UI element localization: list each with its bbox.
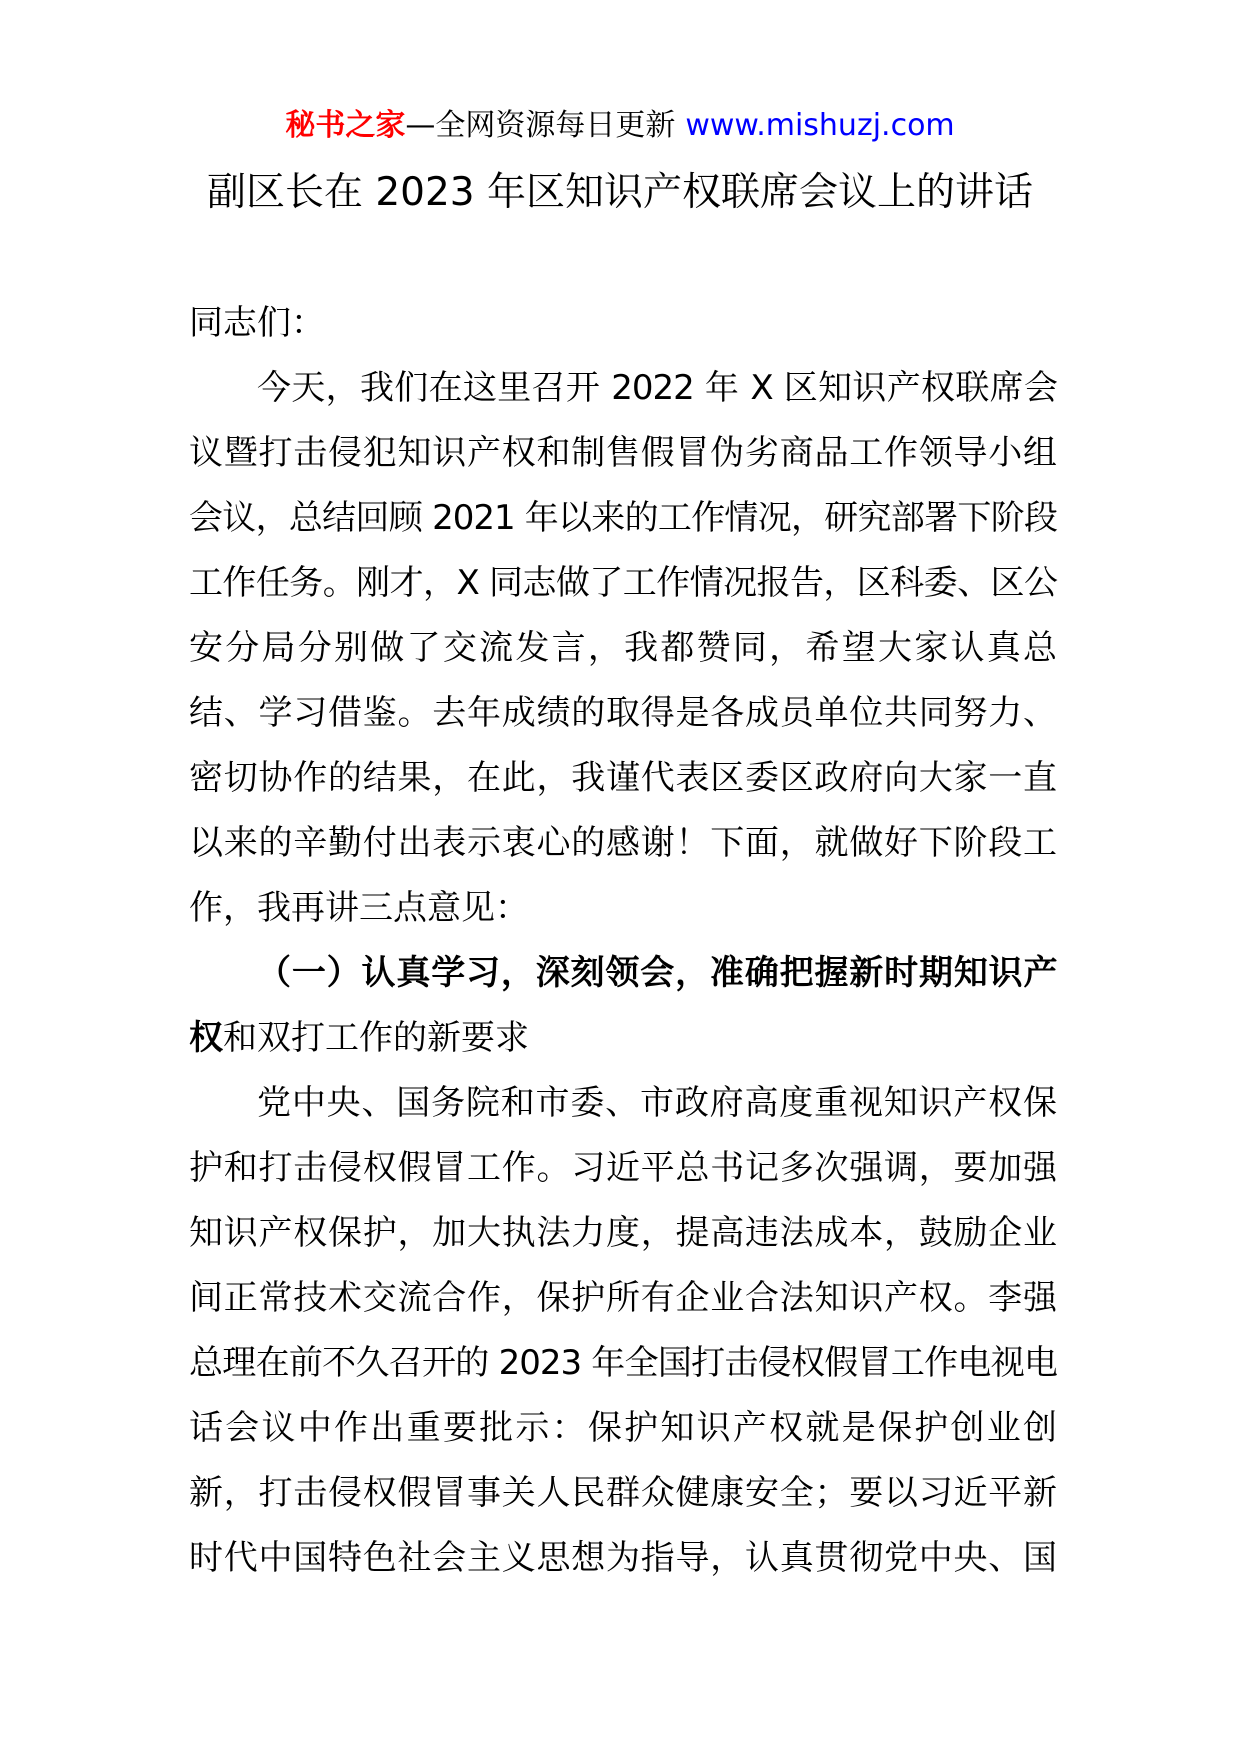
section-heading-line: （一）认真学习，深刻领会，准确把握新时期知识产 — [257, 953, 1057, 993]
site-header — [0, 106, 1240, 146]
paragraph-line: 以来的辛勤付出表示衷心的感谢！下面，就做好下阶段工 — [189, 823, 1057, 863]
paragraph-line: 新，打击侵权假冒事关人民群众健康安全；要以习近平新 — [189, 1473, 1057, 1513]
site-url: www.mishuzj.com — [685, 108, 955, 143]
section-heading-line — [189, 1006, 1057, 1071]
paragraph-line: 时代中国特色社会主义思想为指导，认真贯彻党中央、国 — [189, 1538, 1057, 1578]
document-title: 副区长在 2023 年区知识产权联席会议上的讲话 — [206, 170, 1034, 215]
paragraph-line: 知识产权保护，加大执法力度，提高违法成本，鼓励企业 — [189, 1213, 1057, 1253]
paragraph-line: 今天，我们在这里召开 2022 年 X 区知识产权联席会 — [257, 368, 1057, 408]
intro-paragraph — [189, 356, 1057, 941]
section-heading-rest: 和双打工作的新要求 — [223, 1018, 529, 1058]
section-heading — [189, 941, 1057, 1071]
paragraph-line: 话会议中作出重要批示：保护知识产权就是保护创业创 — [189, 1408, 1057, 1448]
paragraph-line: 护和打击侵权假冒工作。习近平总书记多次强调，要加强 — [189, 1148, 1057, 1188]
paragraph-line: 议暨打击侵犯知识产权和制售假冒伪劣商品工作领导小组 — [189, 433, 1057, 473]
paragraph-line: 安分局分别做了交流发言，我都赞同，希望大家认真总 — [189, 628, 1057, 668]
paragraph-line: 结、学习借鉴。去年成绩的取得是各成员单位共同努力、 — [189, 693, 1057, 733]
paragraph-line: 党中央、国务院和市委、市政府高度重视知识产权保 — [257, 1083, 1057, 1123]
section-paragraph — [189, 1071, 1057, 1591]
salutation: 同志们： — [189, 303, 325, 343]
site-tagline: —全网资源每日更新 — [405, 108, 676, 143]
paragraph-line: 会议，总结回顾 2021 年以来的工作情况，研究部署下阶段 — [189, 498, 1057, 538]
document-body — [189, 291, 1057, 1591]
section-heading-bold-part: 权 — [189, 1018, 223, 1058]
paragraph-line: 作，我再讲三点意见： — [189, 888, 529, 928]
paragraph-line: 工作任务。刚才，X 同志做了工作情况报告，区科委、区公 — [189, 563, 1057, 603]
paragraph-line: 间正常技术交流合作，保护所有企业合法知识产权。李强 — [189, 1278, 1057, 1318]
site-brand: 秘书之家 — [285, 108, 406, 143]
paragraph-line: 密切协作的结果，在此，我谨代表区委区政府向大家一直 — [189, 758, 1057, 798]
paragraph-line: 总理在前不久召开的 2023 年全国打击侵权假冒工作电视电 — [189, 1343, 1057, 1383]
